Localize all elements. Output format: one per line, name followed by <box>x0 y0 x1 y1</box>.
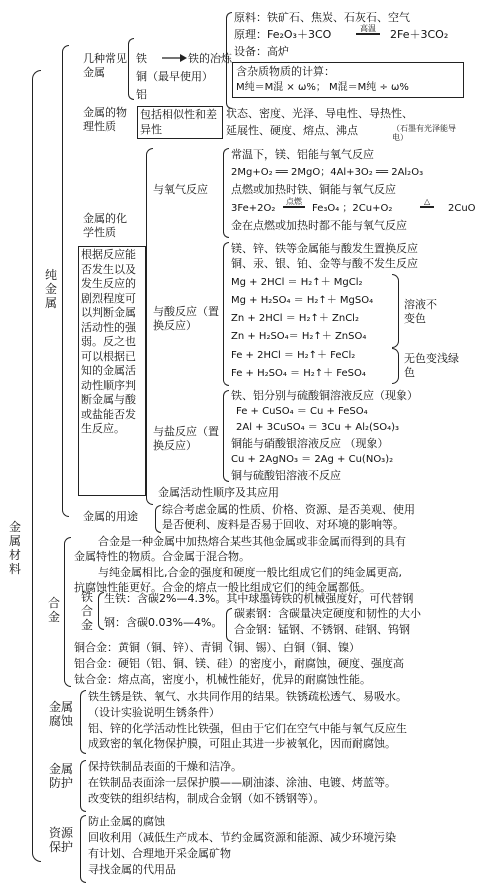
aluminum-alloy: 铝合金：硬铝（铝、铜、镁、硅）的密度小，耐腐蚀，硬度、强度高 <box>74 657 404 670</box>
alloy-para3: 与纯金属相比,合金的强度和硬度一般比组成它们的纯金属更高, <box>98 566 402 579</box>
salt-line1: 铁、铝分别与硫酸铜溶液反应（现象） <box>231 389 418 402</box>
acid-intro1: 镁、锌、铁等金属能与酸发生置换反应 <box>231 242 418 255</box>
acid-eq1: Mg + 2HCl ＝ H₂↑＋ MgCl₂ <box>231 277 363 288</box>
impure-calc-formula: M纯＝M混 × ω%； M混＝M纯 ÷ ω% <box>236 82 409 93</box>
oxygen-line4a: 3Fe+2O₂ <box>231 203 276 214</box>
resources-line4: 寻找金属的代用品 <box>88 863 176 876</box>
corrosion-line2: （设计实验说明生锈条件） <box>88 706 220 719</box>
impure-calc-title: 含杂质物质的计算： <box>236 65 335 78</box>
protection-line1: 保持铁制品表面的干燥和洁净。 <box>88 760 242 773</box>
steel: 钢：含碳0.03%—4%。 <box>104 616 223 629</box>
corrosion-title: 金属腐蚀 <box>48 700 73 728</box>
physical-title: 金属的物理性质 <box>83 106 127 133</box>
pig-iron: 生铁：含碳2%—4.3%。其中球墨铸铁的机械强度好，可代替钢 <box>104 592 414 605</box>
uses-title: 金属的用途 <box>83 510 138 523</box>
oxygen-cond2: △ <box>420 197 434 208</box>
acid-eq3: Zn + 2HCl ＝ H₂↑＋ ZnCl₂ <box>231 313 359 324</box>
physical-line1: 状态、密度、光泽、导电性、导热性、 <box>226 107 413 120</box>
alloy-steel: 合金钢：锰钢、不锈钢、硅钢、钨钢 <box>234 623 410 636</box>
acid-eq2: Mg + H₂SO₄ ＝ H₂↑＋ MgSO₄ <box>231 295 374 306</box>
pure-title: 纯金属 <box>44 268 57 310</box>
resources-line3: 有计划、合理地开采金属矿物 <box>88 847 231 860</box>
oxygen-line3: 点燃或加热时铁、铜能与氧气反应 <box>231 183 396 196</box>
corrosion-line1: 铁生锈是铁、氧气、水共同作用的结果。铁锈疏松透气、易吸水。 <box>88 690 407 703</box>
chemical-note-box: 根据反应能否发生以及发生反应的剧烈程度可以判断金属活动性的强弱。反之也可以根据已知的金属活动性顺序判断金属与酸或盐能否发生反应。 <box>78 246 146 496</box>
alloy-title: 合金 <box>47 596 60 624</box>
oxygen-line4b: Fe₃O₄ ；2Cu+O₂ <box>312 203 393 214</box>
protection-line2: 在铁制品表面涂一层保护膜——刷油漆、涂油、电镀、烤蓝等。 <box>88 776 396 789</box>
acid-note2: 无色变浅绿色 <box>404 352 459 379</box>
resources-title: 资源保护 <box>48 826 73 854</box>
metal-copper: 铜（最早使用） <box>136 70 213 83</box>
salt-line6: 铜与硫酸铝溶液不反应 <box>231 469 341 482</box>
protection-line3: 改变铁的组织结构，制成合金钢（如不锈钢等）。 <box>88 792 325 805</box>
resources-line1: 防止金属的腐蚀 <box>88 815 165 828</box>
physical-note: （石墨有光泽能导电） <box>392 124 456 142</box>
salt-line5: Cu + 2AgNO₃ ＝ 2Ag + Cu(NO₃)₂ <box>231 454 394 465</box>
uses-line2: 是否便利、废料是否易于回收、对环境的影响等。 <box>162 518 404 531</box>
corrosion-line3: 铝、锌的化学活动性比铁强，但由于它们在空气中能与氧气反应生 <box>88 722 407 735</box>
smelt-product: 2Fe＋3CO₂ <box>390 28 449 41</box>
acid-eq6: Fe + H₂SO₄ ＝ H₂↑＋ FeSO₄ <box>231 368 366 379</box>
uses-line1: 综合考虑金属的性质、价格、资源、是否美观、使用 <box>162 503 415 516</box>
iron-smelt-label: 铁的冶炼 <box>188 52 232 65</box>
resources-line2: 回收利用（减低生产成本、节约金属资源和能源、减少环境污染 <box>88 831 396 844</box>
acid-title: 与酸反应（置换反应） <box>153 305 219 332</box>
smelt-material: 原料：铁矿石、焦炭、石灰石、空气 <box>234 11 410 24</box>
salt-line2: Fe + CuSO₄ ＝ Cu + FeSO₄ <box>236 406 368 417</box>
impure-calc-box <box>232 62 464 98</box>
carbon-steel: 碳素钢：含碳量决定硬度和韧性的大小 <box>234 607 421 620</box>
activity-series: 金属活动性顺序及其应用 <box>158 486 279 499</box>
acid-eq4: Zn + H₂SO₄＝ H₂↑＋ ZnSO₄ <box>231 331 367 342</box>
protection-title: 金属防护 <box>48 762 73 790</box>
smelt-principle: 原理：Fe₂O₃＋3CO <box>234 28 332 41</box>
physical-box: 包括相似性和差异性 <box>137 106 223 139</box>
alloy-para2: 金属特性的物质。合金属于混合物。 <box>74 550 250 563</box>
titanium-alloy: 钛合金：熔点高，密度小，机械性能好，优异的耐腐蚀性能。 <box>74 673 371 686</box>
corrosion-line4: 成致密的氧化物保护膜，可阻止其进一步被氧化，因而耐腐蚀。 <box>88 737 396 750</box>
iron-alloy-title: 铁合金 <box>80 590 93 632</box>
salt-line4: 铜能与硝酸银溶液反应 （现象） <box>231 437 389 450</box>
smelt-title-1: 几种常见金属 <box>83 52 127 79</box>
metal-iron: 铁 <box>136 52 147 65</box>
oxygen-title: 与氧气反应 <box>153 183 208 196</box>
alloy-para4: 抗腐蚀性能更好。合金的熔点一般比组成它们的纯金属都低。 <box>74 581 371 594</box>
root-title: 金属材料 <box>8 520 21 576</box>
oxygen-line5: 金在点燃或加热时都不能与氧气反应 <box>231 219 407 232</box>
copper-alloy: 铜合金：黄铜（铜、锌）、青铜（铜、锡）、白铜（铜、镍） <box>74 641 360 654</box>
physical-line2: 延展性、硬度、熔点、沸点 <box>226 124 358 137</box>
oxygen-line4c: 2CuO <box>448 203 476 214</box>
oxygen-cond1: 点燃 <box>283 197 305 208</box>
smelt-condition: 高温 <box>356 24 380 35</box>
oxygen-line2: 2Mg+O₂ ══ 2MgO；4Al+3O₂ ══ 2Al₂O₃ <box>231 167 424 178</box>
alloy-para1: 合金是一种金属中加热熔合某些其他金属或非金属而得到的具有 <box>98 535 406 548</box>
metal-aluminum: 铝 <box>136 88 147 101</box>
acid-note1: 溶液不变色 <box>404 298 437 325</box>
chemical-title: 金属的化学性质 <box>83 212 127 239</box>
acid-intro2: 铜、汞、银、铂、金等与酸不发生反应 <box>231 257 418 270</box>
oxygen-line1: 常温下，镁、铝能与氧气反应 <box>231 148 374 161</box>
salt-line3: 2Al + 3CuSO₄ ＝ 3Cu + Al₂(SO₄)₃ <box>236 422 400 433</box>
salt-title: 与盐反应（置换反应） <box>153 425 219 452</box>
acid-eq5: Fe + 2HCl ＝ H₂↑＋ FeCl₂ <box>231 350 356 361</box>
smelt-equipment: 设备：高炉 <box>234 45 289 58</box>
